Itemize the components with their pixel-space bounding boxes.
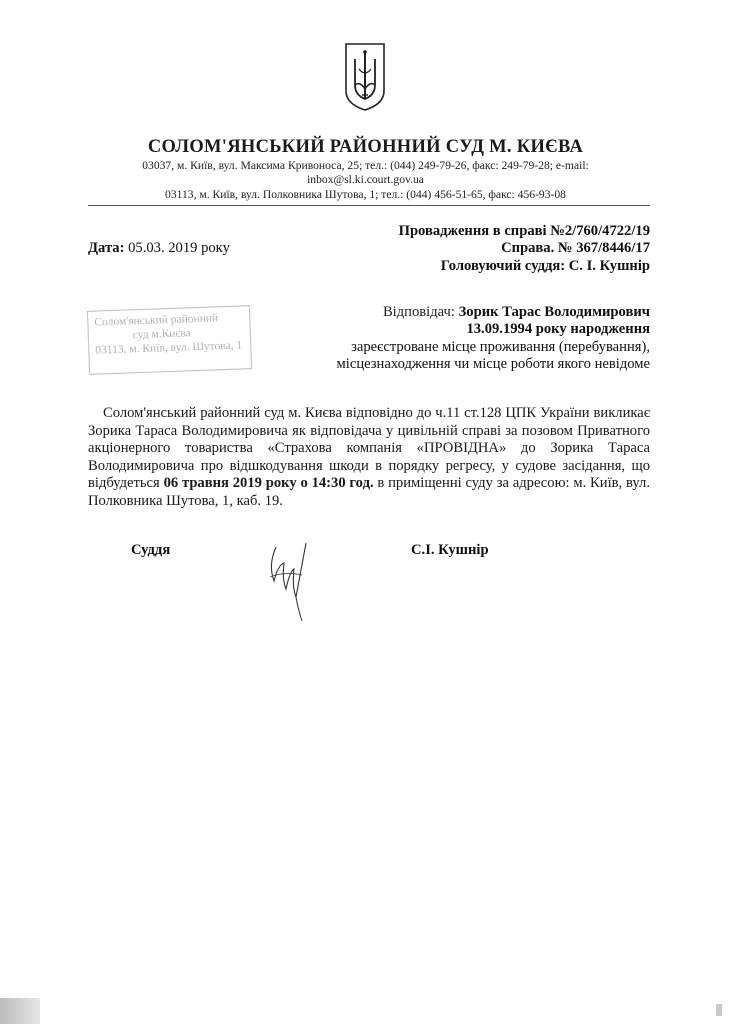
stamp-line-1: Солом'янський районний: [94, 312, 219, 329]
defendant-name: Зорик Тарас Володимирович: [454, 304, 650, 320]
case-number: Справа. № 367/8446/17: [501, 240, 650, 256]
coat-of-arms-icon: [343, 41, 387, 113]
stamp-line-3: 03113, м. Київ, вул. Шутова, 1: [95, 339, 243, 357]
summons-text-2: в приміщенні суду за адресою: м. Київ, вул. Полковника Шутова, 1, каб. 19.: [88, 475, 650, 509]
signatory-name: С.І. Кушнір: [411, 542, 489, 558]
signature-role: Суддя: [131, 542, 171, 558]
summons-text-1: Солом'янський районний суд м. Києва відповідно до ч.11 ст.128 ЦПК України викликає Зорика Тараса Володимировича як відповідача у цивільній справі за позовом Приватного акціонерного товариства «Страхова компанія «ПРОВІДНА» до Зорика Тараса Володимировича про відшкодування шкоди в порядку регресу, у судове засідання, що відбудеться: [88, 405, 650, 491]
header-divider: [88, 205, 650, 206]
defendant-birthdate: 13.09.1994 року народження: [466, 321, 650, 337]
defendant-location-unknown: місцезнаходження чи місце роботи якого невідоме: [336, 356, 650, 372]
court-name-heading: СОЛОМ'ЯНСЬКИЙ РАЙОННИЙ СУД М. КИЄВА: [147, 137, 584, 157]
scan-artifact-edge: [716, 1004, 722, 1016]
defendant-residence: зареєстроване місце проживання (перебування),: [351, 339, 650, 355]
court-address-line-2: 03113, м. Київ, вул. Полковника Шутова, 1; тел.: (044) 456-51-65, факс: 456-93-08: [165, 188, 566, 201]
date-value: 05.03. 2019 року: [124, 240, 230, 256]
court-stamp: [87, 305, 252, 375]
court-email: inbox@sl.ki.court.gov.ua: [307, 173, 424, 186]
summons-paragraph: [88, 405, 650, 510]
scan-artifact: [0, 998, 40, 1024]
presiding-judge: Головуючий суддя: С. І. Кушнір: [440, 258, 650, 274]
court-address-line-1: 03037, м. Київ, вул. Максима Кривоноса, 25; тел.: (044) 249-79-26, факс: 249-79-28; e-mail:: [142, 159, 589, 172]
hearing-datetime: 06 травня 2019 року о 14:30 год.: [163, 475, 374, 491]
date-label: Дата:: [88, 240, 125, 256]
document-date: [88, 240, 230, 257]
defendant-label: Відповідач:: [382, 304, 455, 320]
defendant-line: [383, 304, 650, 321]
proceeding-number: Провадження в справі №2/760/4722/19: [398, 223, 650, 239]
handwritten-signature: [262, 535, 322, 625]
stamp-line-2: суд м.Києва: [132, 327, 191, 342]
